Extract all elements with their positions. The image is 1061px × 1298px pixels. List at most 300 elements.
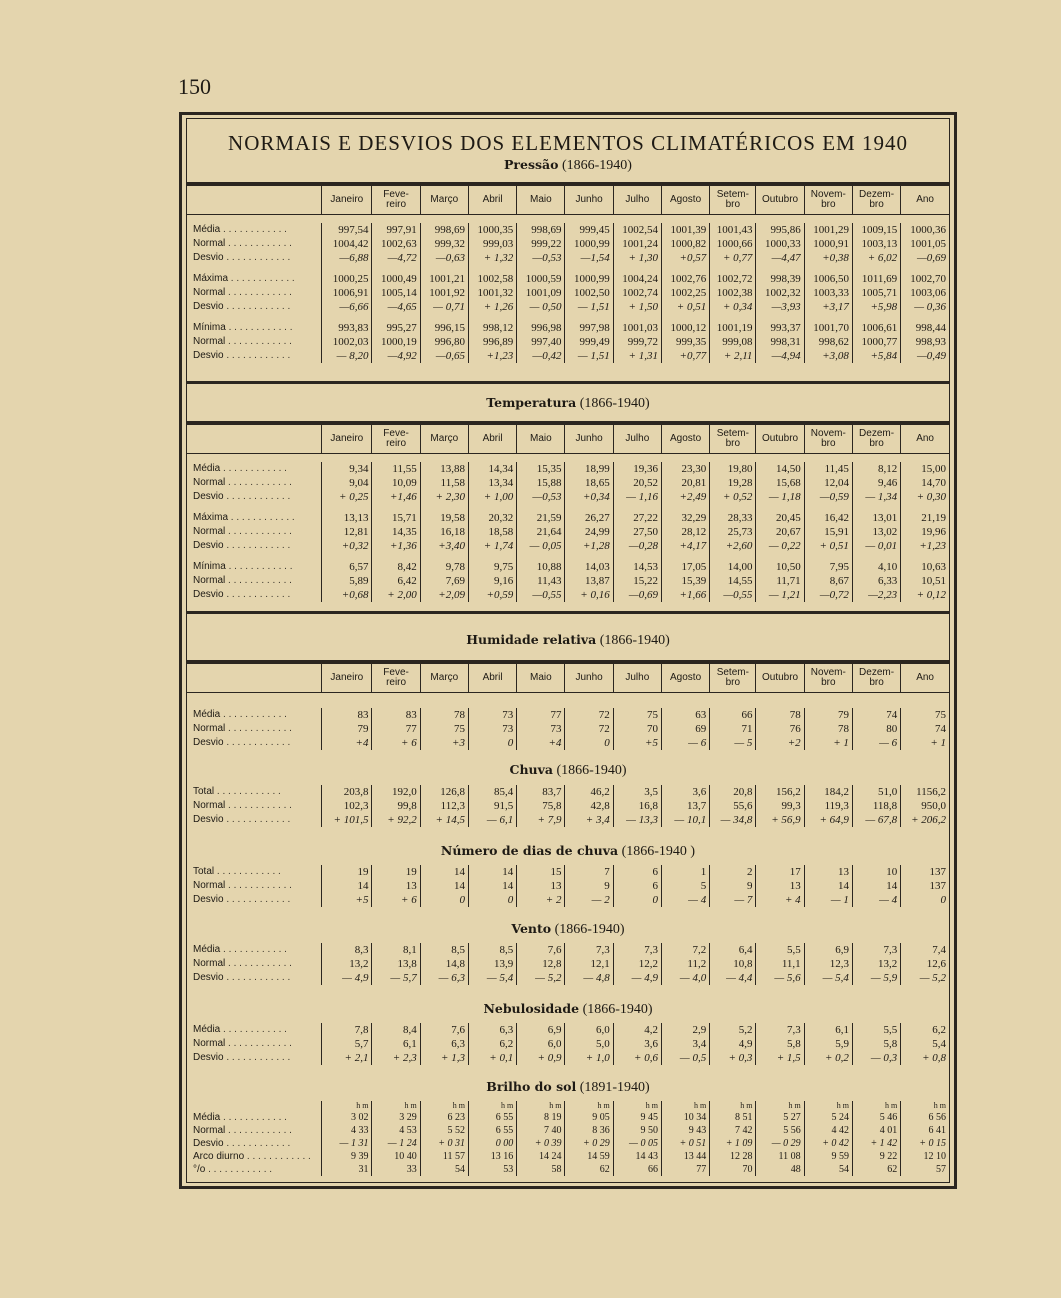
row-label: Normal . . .: [187, 799, 322, 813]
value-cell: 998,39: [756, 272, 804, 286]
value-cell: 20,45: [756, 511, 804, 525]
value-cell: 9 05: [565, 1111, 613, 1124]
value-cell: 5 46: [852, 1111, 900, 1124]
value-cell: 1002,63: [372, 237, 420, 251]
value-cell: 15: [517, 865, 565, 879]
gap-cell: [372, 553, 420, 560]
month-header-cell: Maio: [517, 186, 565, 215]
value-cell: 51,0: [852, 785, 900, 799]
unit-label: h m: [565, 1101, 613, 1111]
value-cell: 1001,05: [910, 238, 946, 250]
value-cell: 13: [517, 879, 565, 893]
row-label: Média . . .: [187, 943, 322, 957]
dias-chuva-data: [187, 865, 949, 907]
value-cell: — 1,34: [852, 490, 900, 504]
value-cell: 7,2: [661, 943, 709, 957]
value-cell: 85,4: [468, 785, 516, 799]
value-cell: 6,2: [932, 1024, 946, 1036]
gap-cell: [565, 553, 613, 560]
value-cell: 9,16: [468, 574, 516, 588]
value-cell: 12,04: [804, 476, 852, 490]
value-cell: +1,23: [919, 540, 946, 552]
value-cell: 9,46: [852, 476, 900, 490]
value-cell: 13,88: [420, 462, 468, 476]
value-cell: 14,00: [710, 560, 756, 574]
month-header-cell: Feve- reiro: [372, 186, 420, 215]
value-cell: 46,2: [565, 785, 613, 799]
value-cell: + 6,02: [852, 251, 900, 265]
value-cell: 0: [613, 893, 661, 907]
value-cell: + 1,74: [468, 539, 516, 553]
value-cell: 9,78: [420, 560, 468, 574]
month-header-cell: Julho: [613, 664, 661, 693]
gap-cell: [565, 314, 613, 321]
value-cell: + 2,3: [372, 1051, 420, 1065]
value-cell: +3,08: [804, 349, 852, 363]
value-cell: 14,34: [468, 462, 516, 476]
value-cell: — 0,36: [914, 301, 946, 313]
humidade-name: Humidade relativa: [466, 632, 597, 647]
value-cell: 184,2: [804, 785, 852, 799]
value-cell: 55,6: [710, 799, 756, 813]
value-cell: 1005,71: [852, 286, 900, 300]
value-cell: + 0,25: [322, 490, 372, 504]
value-cell: + 0 39: [517, 1137, 565, 1150]
value-cell: 26,27: [565, 511, 613, 525]
value-cell: + 0,1: [468, 1051, 516, 1065]
value-cell: 21,19: [921, 512, 946, 524]
value-cell: + 1: [804, 736, 852, 750]
value-cell: 7,3: [852, 943, 900, 957]
value-cell: + 14,5: [420, 813, 468, 827]
gap-cell: [852, 553, 900, 560]
value-cell: —0,59: [804, 490, 852, 504]
value-cell: —0,49: [916, 350, 946, 362]
value-cell: —0,28: [613, 539, 661, 553]
unit-label: h m: [322, 1101, 372, 1111]
gap-cell: [517, 553, 565, 560]
value-cell: — 0,5: [661, 1051, 709, 1065]
value-cell: 70: [613, 722, 661, 736]
value-cell: 16,42: [804, 511, 852, 525]
value-cell: 12,6: [926, 958, 946, 970]
value-cell: 11,43: [517, 574, 565, 588]
value-cell: — 4,8: [565, 971, 613, 985]
value-cell: 9 22: [852, 1150, 900, 1163]
value-cell: 8,5: [468, 943, 516, 957]
value-cell: 2: [710, 865, 756, 879]
row-label: Normal . . .: [187, 957, 322, 971]
gap-cell: [468, 553, 516, 560]
value-cell: 1: [661, 865, 709, 879]
temperatura-data: [187, 462, 949, 602]
value-cell: 1000,19: [372, 335, 420, 349]
value-cell: 6: [613, 879, 661, 893]
value-cell: + 1,3: [420, 1051, 468, 1065]
value-cell: 7,4: [932, 944, 946, 956]
value-cell: 12,2: [613, 957, 661, 971]
value-cell: 8 19: [517, 1111, 565, 1124]
unit-blank: [187, 1101, 322, 1111]
gap-cell: [468, 504, 516, 511]
value-cell: 1002,25: [661, 286, 709, 300]
brilho-period: (1891-1940): [576, 1080, 650, 1095]
value-cell: 62: [565, 1163, 613, 1176]
value-cell: 78: [756, 708, 804, 722]
value-cell: +4: [322, 736, 372, 750]
value-cell: 14: [468, 879, 516, 893]
value-cell: —0,53: [517, 251, 565, 265]
value-cell: 15,39: [661, 574, 709, 588]
gap-cell: [372, 265, 420, 272]
month-header-cell: Janeiro: [322, 186, 372, 215]
value-cell: 11,58: [420, 476, 468, 490]
value-cell: 10,8: [710, 957, 756, 971]
value-cell: + 6: [372, 893, 420, 907]
value-cell: — 5,4: [468, 971, 516, 985]
value-cell: + 0,3: [710, 1051, 756, 1065]
value-cell: 66: [613, 1163, 661, 1176]
row-label: Máxima . . .: [187, 272, 322, 286]
value-cell: 4 53: [372, 1124, 420, 1137]
value-cell: 28,33: [710, 511, 756, 525]
value-cell: 1000,99: [565, 237, 613, 251]
rule: [187, 611, 949, 614]
value-cell: 9,04: [322, 476, 372, 490]
value-cell: 1006,91: [322, 286, 372, 300]
value-cell: 54: [420, 1163, 468, 1176]
row-label: Desvio . . .: [187, 349, 322, 363]
month-header-cell: Abril: [468, 425, 516, 454]
value-cell: 17: [756, 865, 804, 879]
value-cell: 14,03: [565, 560, 613, 574]
row-label: Normal . . .: [187, 574, 322, 588]
value-cell: 13: [756, 879, 804, 893]
value-cell: —0,72: [804, 588, 852, 602]
value-cell: 99,8: [372, 799, 420, 813]
value-cell: 6 55: [468, 1111, 516, 1124]
value-cell: 14,70: [921, 477, 946, 489]
value-cell: 6,3: [420, 1037, 468, 1051]
value-cell: 5 27: [756, 1111, 804, 1124]
row-label: Desvio . . .: [187, 736, 322, 750]
value-cell: — 13,3: [613, 813, 661, 827]
value-cell: —4,47: [756, 251, 804, 265]
value-cell: —6,88: [322, 251, 372, 265]
value-cell: 4,9: [710, 1037, 756, 1051]
value-cell: — 5: [710, 736, 756, 750]
row-label: Desvio . . .: [187, 539, 322, 553]
value-cell: 137: [929, 880, 946, 892]
value-cell: — 1,16: [613, 490, 661, 504]
value-cell: 7 42: [710, 1124, 756, 1137]
value-cell: + 1,5: [756, 1051, 804, 1065]
value-cell: + 0,30: [916, 491, 946, 503]
gap-cell: [710, 504, 756, 511]
value-cell: 14: [852, 879, 900, 893]
value-cell: 5 56: [756, 1124, 804, 1137]
value-cell: + 0,51: [804, 539, 852, 553]
value-cell: 27,50: [613, 525, 661, 539]
humidade-data: [187, 708, 949, 750]
value-cell: — 2: [565, 893, 613, 907]
value-cell: 78: [420, 708, 468, 722]
row-label: Desvio . . .: [187, 300, 322, 314]
value-cell: 48: [756, 1163, 804, 1176]
value-cell: 10: [852, 865, 900, 879]
value-cell: 75: [613, 708, 661, 722]
gap-cell: [852, 314, 900, 321]
value-cell: 71: [710, 722, 756, 736]
value-cell: — 5,2: [919, 972, 946, 984]
value-cell: +0,59: [468, 588, 516, 602]
value-cell: 53: [468, 1163, 516, 1176]
month-header-cell: Outubro: [756, 425, 804, 454]
value-cell: + 1,00: [468, 490, 516, 504]
value-cell: —0,55: [710, 588, 756, 602]
value-cell: +2,60: [710, 539, 756, 553]
value-cell: 13,87: [565, 574, 613, 588]
value-cell: + 1,32: [468, 251, 516, 265]
row-label: Desvio . . .: [187, 1051, 322, 1065]
gap-cell: [756, 504, 804, 511]
value-cell: + 0,16: [565, 588, 613, 602]
row-label: Normal . . .: [187, 1124, 322, 1137]
value-cell: 10 40: [372, 1150, 420, 1163]
value-cell: 21,64: [517, 525, 565, 539]
value-cell: 1004,24: [613, 272, 661, 286]
gap-cell: [613, 553, 661, 560]
month-header-cell: Setem- bro: [710, 425, 756, 454]
value-cell: 20,67: [756, 525, 804, 539]
unit-label: h m: [372, 1101, 420, 1111]
value-cell: 18,99: [565, 462, 613, 476]
value-cell: 6 56: [928, 1112, 946, 1123]
value-cell: 7 40: [517, 1124, 565, 1137]
row-label: Desvio . . .: [187, 893, 322, 907]
value-cell: 998,69: [420, 223, 468, 237]
value-cell: — 4,9: [322, 971, 372, 985]
value-cell: +0,57: [661, 251, 709, 265]
value-cell: 999,35: [661, 335, 709, 349]
month-header-cell: Novem- bro: [804, 664, 852, 693]
month-header-cell: Dezem- bro: [852, 186, 900, 215]
value-cell: —4,72: [372, 251, 420, 265]
value-cell: 6,2: [468, 1037, 516, 1051]
value-cell: — 67,8: [852, 813, 900, 827]
value-cell: 78: [804, 722, 852, 736]
value-cell: — 0,01: [852, 539, 900, 553]
value-cell: — 1: [804, 893, 852, 907]
value-cell: 6,42: [372, 574, 420, 588]
value-cell: 13,2: [322, 957, 372, 971]
value-cell: 1000,33: [756, 237, 804, 251]
value-cell: 6,1: [804, 1023, 852, 1037]
value-cell: 7,3: [756, 1023, 804, 1037]
value-cell: 999,22: [517, 237, 565, 251]
value-cell: 15,35: [517, 462, 565, 476]
value-cell: — 10,1: [661, 813, 709, 827]
gap-cell: [661, 553, 709, 560]
value-cell: 14: [420, 879, 468, 893]
value-cell: + 1,0: [565, 1051, 613, 1065]
value-cell: 1000,91: [804, 237, 852, 251]
value-cell: — 5,7: [372, 971, 420, 985]
value-cell: 8,42: [372, 560, 420, 574]
month-header-cell: Agosto: [661, 425, 709, 454]
header-blank: [187, 425, 322, 454]
row-label: Desvio . . .: [187, 1137, 322, 1150]
value-cell: 1000,36: [910, 224, 946, 236]
value-cell: 10,09: [372, 476, 420, 490]
value-cell: 0: [468, 893, 516, 907]
vento-name: Vento: [511, 921, 552, 936]
value-cell: 995,27: [372, 321, 420, 335]
gap-cell: [420, 265, 468, 272]
month-header-cell: Novem- bro: [804, 425, 852, 454]
temperatura-title: [187, 395, 949, 412]
value-cell: — 4: [852, 893, 900, 907]
value-cell: 21,59: [517, 511, 565, 525]
value-cell: —4,92: [372, 349, 420, 363]
month-header-cell: Abril: [468, 186, 516, 215]
row-label: Normal . . .: [187, 237, 322, 251]
value-cell: 1000,25: [322, 272, 372, 286]
value-cell: +5: [322, 893, 372, 907]
value-cell: 126,8: [420, 785, 468, 799]
chuva-name: Chuva: [509, 762, 553, 777]
value-cell: 12,81: [322, 525, 372, 539]
unit-label: h m: [517, 1101, 565, 1111]
nebulosidade-name: Nebulosidade: [483, 1001, 580, 1016]
value-cell: 10,63: [921, 561, 946, 573]
value-cell: —0,53: [517, 490, 565, 504]
gap-cell: [901, 553, 949, 560]
value-cell: 14,55: [710, 574, 756, 588]
value-cell: — 8,20: [322, 349, 372, 363]
value-cell: 6,0: [517, 1037, 565, 1051]
value-cell: 20,52: [613, 476, 661, 490]
value-cell: 14,50: [756, 462, 804, 476]
vento-title: [187, 921, 949, 938]
value-cell: 1002,76: [661, 272, 709, 286]
value-cell: — 1,18: [756, 490, 804, 504]
value-cell: — 6: [852, 736, 900, 750]
month-header-cell: Junho: [565, 664, 613, 693]
value-cell: 996,98: [517, 321, 565, 335]
value-cell: 8 51: [710, 1111, 756, 1124]
month-header-cell: Julho: [613, 186, 661, 215]
value-cell: —0,42: [517, 349, 565, 363]
value-cell: 1002,70: [910, 273, 946, 285]
value-cell: 1003,13: [852, 237, 900, 251]
value-cell: 14,53: [613, 560, 661, 574]
value-cell: 3,5: [613, 785, 661, 799]
month-header: [187, 185, 949, 215]
value-cell: — 1,51: [565, 349, 613, 363]
value-cell: 13,34: [468, 476, 516, 490]
value-cell: 13,13: [322, 511, 372, 525]
value-cell: 2,9: [661, 1023, 709, 1037]
value-cell: 999,45: [565, 223, 613, 237]
value-cell: — 1,51: [565, 300, 613, 314]
value-cell: 73: [468, 708, 516, 722]
value-cell: 27,22: [613, 511, 661, 525]
value-cell: + 1,50: [613, 300, 661, 314]
page-number: 150: [178, 74, 211, 99]
value-cell: 1001,70: [804, 321, 852, 335]
row-label: Desvio . . .: [187, 490, 322, 504]
value-cell: 1000,49: [372, 272, 420, 286]
value-cell: 1001,24: [613, 237, 661, 251]
value-cell: — 6: [661, 736, 709, 750]
unit-label: h m: [852, 1101, 900, 1111]
month-header-cell: Dezem- bro: [852, 664, 900, 693]
chuva-title: [187, 762, 949, 779]
value-cell: + 1,26: [468, 300, 516, 314]
value-cell: 998,12: [468, 321, 516, 335]
value-cell: +3,17: [804, 300, 852, 314]
value-cell: 18,65: [565, 476, 613, 490]
value-cell: 15,71: [372, 511, 420, 525]
month-header-cell: Janeiro: [322, 425, 372, 454]
value-cell: + 206,2: [911, 814, 946, 826]
value-cell: 999,08: [710, 335, 756, 349]
value-cell: 1001,32: [468, 286, 516, 300]
value-cell: +0,38: [804, 251, 852, 265]
value-cell: 5: [661, 879, 709, 893]
value-cell: 6,9: [517, 1023, 565, 1037]
dias-chuva-name: Número de dias de chuva: [440, 843, 619, 858]
value-cell: 13,2: [852, 957, 900, 971]
humidade-title: [187, 632, 949, 649]
value-cell: 28,12: [661, 525, 709, 539]
value-cell: + 92,2: [372, 813, 420, 827]
value-cell: 8,3: [322, 943, 372, 957]
row-label: Normal . . .: [187, 525, 322, 539]
value-cell: 42,8: [565, 799, 613, 813]
value-cell: + 0 31: [420, 1137, 468, 1150]
value-cell: — 5,2: [517, 971, 565, 985]
value-cell: 13: [372, 879, 420, 893]
value-cell: 9 45: [613, 1111, 661, 1124]
gap-cell: [710, 314, 756, 321]
value-cell: +2: [756, 736, 804, 750]
value-cell: 0: [468, 736, 516, 750]
month-header-cell: Agosto: [661, 664, 709, 693]
value-cell: — 5,9: [852, 971, 900, 985]
value-cell: 24,99: [565, 525, 613, 539]
row-label: Normal . . .: [187, 1037, 322, 1051]
value-cell: 1001,03: [613, 321, 661, 335]
gap-cell: [468, 265, 516, 272]
humidade-period: (1866-1940): [596, 633, 670, 648]
month-header-cell: Maio: [517, 425, 565, 454]
month-header-cell: Novem- bro: [804, 186, 852, 215]
gap-cell: [756, 265, 804, 272]
value-cell: 997,91: [372, 223, 420, 237]
gap-cell: [901, 504, 949, 511]
value-cell: 54: [804, 1163, 852, 1176]
value-cell: 69: [661, 722, 709, 736]
value-cell: 5,9: [804, 1037, 852, 1051]
value-cell: —0,65: [420, 349, 468, 363]
gap-cell: [517, 504, 565, 511]
value-cell: — 0 29: [756, 1137, 804, 1150]
value-cell: 3,4: [661, 1037, 709, 1051]
value-cell: 15,91: [804, 525, 852, 539]
month-header-cell: Ano: [901, 425, 949, 454]
